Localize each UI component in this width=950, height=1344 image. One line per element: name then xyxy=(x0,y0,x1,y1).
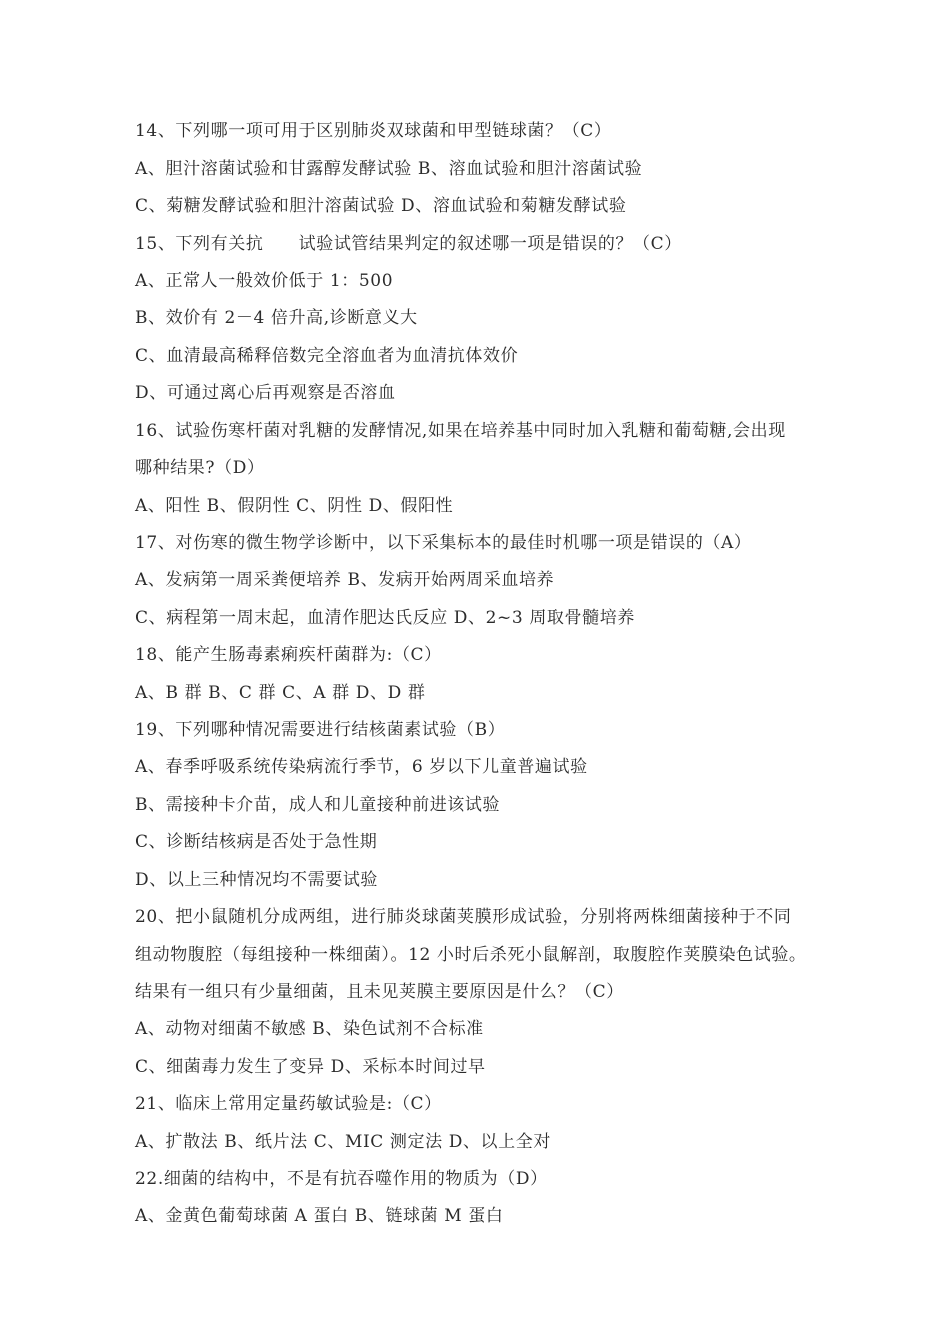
q14-options-ab: A、胆汁溶菌试验和甘露醇发酵试验 B、溶血试验和胆汁溶菌试验 xyxy=(135,159,643,179)
question-14: 14、下列哪一项可用于区别肺炎双球菌和甲型链球菌？（C） xyxy=(135,121,612,141)
q19-option-b: B、需接种卡介苗，成人和儿童接种前进该试验 xyxy=(135,795,501,815)
q19-option-d: D、以上三种情况均不需要试验 xyxy=(135,870,379,890)
q22-options-ab: A、金黄色葡萄球菌 A 蛋白 B、链球菌 M 蛋白 xyxy=(135,1206,504,1226)
question-20-continued: 结果有一组只有少量细菌，且未见荚膜主要原因是什么？（C） xyxy=(135,982,624,1002)
q15-option-d: D、可通过离心后再观察是否溶血 xyxy=(135,383,396,403)
question-20-continued: 组动物腹腔（每组接种一株细菌）。12 小时后杀死小鼠解剖，取腹腔作荚膜染色试验。 xyxy=(135,945,807,965)
q19-option-c: C、诊断结核病是否处于急性期 xyxy=(135,832,378,852)
q15-option-a: A、正常人一般效价低于 1：500 xyxy=(135,271,394,291)
question-18: 18、能产生肠毒素痢疾杆菌群为:（C） xyxy=(135,645,442,665)
q15-option-b: B、效价有 2－4 倍升高,诊断意义大 xyxy=(135,308,418,328)
question-21: 21、临床上常用定量药敏试验是:（C） xyxy=(135,1094,442,1114)
question-16-continued: 哪种结果?（D） xyxy=(135,458,265,478)
q20-options-ab: A、动物对细菌不敏感 B、染色试剂不合标准 xyxy=(135,1019,484,1039)
question-15: 15、下列有关抗 试验试管结果判定的叙述哪一项是错误的？（C） xyxy=(135,234,682,254)
q17-options-ab: A、发病第一周采粪便培养 B、发病开始两周采血培养 xyxy=(135,570,555,590)
question-16: 16、试验伤寒杆菌对乳糖的发酵情况,如果在培养基中同时加入乳糖和葡萄糖,会出现 xyxy=(135,421,786,441)
q19-option-a: A、春季呼吸系统传染病流行季节，6 岁以下儿童普遍试验 xyxy=(135,757,588,777)
question-20: 20、把小鼠随机分成两组，进行肺炎球菌荚膜形成试验，分别将两株细菌接种于不同 xyxy=(135,907,792,927)
q20-options-cd: C、细菌毒力发生了变异 D、采标本时间过早 xyxy=(135,1057,486,1077)
q21-options: A、扩散法 B、纸片法 C、MIC 测定法 D、以上全对 xyxy=(135,1132,551,1152)
q15-option-c: C、血清最高稀释倍数完全溶血者为血清抗体效价 xyxy=(135,346,519,366)
question-19: 19、下列哪种情况需要进行结核菌素试验（B） xyxy=(135,720,506,740)
q17-options-cd: C、病程第一周末起，血清作肥达氏反应 D、2~3 周取骨髓培养 xyxy=(135,608,635,628)
question-22: 22.细菌的结构中，不是有抗吞噬作用的物质为（D） xyxy=(135,1169,548,1189)
q14-options-cd: C、菊糖发酵试验和胆汁溶菌试验 D、溶血试验和菊糖发酵试验 xyxy=(135,196,627,216)
question-17: 17、对伤寒的微生物学诊断中，以下采集标本的最佳时机哪一项是错误的（A） xyxy=(135,533,752,553)
q16-options: A、阳性 B、假阴性 C、阴性 D、假阳性 xyxy=(135,496,454,516)
q18-options: A、B 群 B、C 群 C、A 群 D、D 群 xyxy=(135,683,426,703)
